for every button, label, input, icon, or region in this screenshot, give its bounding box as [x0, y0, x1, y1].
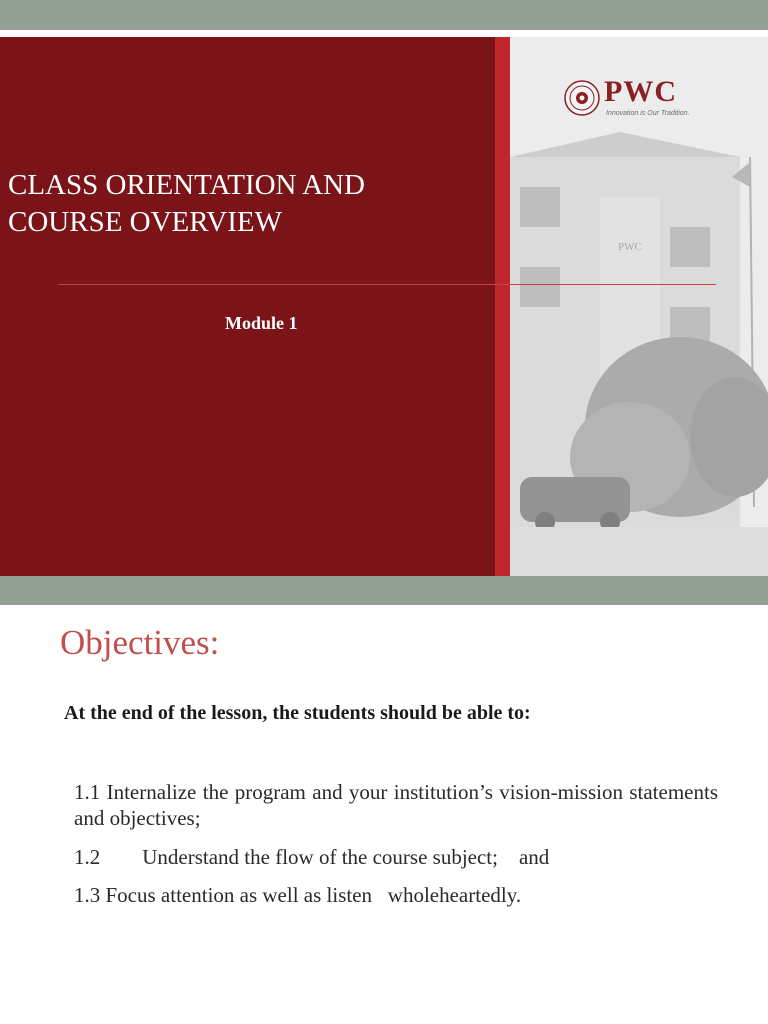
building-sign-text: PWC: [618, 241, 642, 253]
title-panel: [0, 37, 495, 576]
objectives-title: Objectives:: [60, 623, 220, 662]
accent-divider: [495, 37, 510, 576]
title-slide: [0, 37, 768, 576]
top-decorative-band: [0, 0, 768, 30]
top-separator: [0, 30, 768, 37]
slide-title: [8, 167, 478, 241]
module-label: Module 1: [225, 313, 298, 333]
objective-item-1: 1.1 Internalize the program and your institution’s vision-mission statements and objectives;: [74, 780, 718, 830]
logo-tagline: Innovation is Our Tradition.: [606, 110, 690, 117]
pwc-logo: [564, 77, 704, 121]
mid-decorative-band: [0, 576, 768, 605]
title-line-1: CLASS ORIENTATION AND: [8, 169, 365, 201]
pwc-seal-icon: [564, 80, 600, 116]
logo-text: PWC: [604, 75, 677, 108]
title-divider-line: [58, 284, 716, 285]
objectives-lead: At the end of the lesson, the students should be able to:: [64, 702, 531, 724]
objective-item-2: 1.2 Understand the flow of the course subject; and: [74, 845, 550, 869]
objective-item-3: 1.3 Focus attention as well as listen wholeheartedly.: [74, 883, 522, 907]
title-line-2: COURSE OVERVIEW: [8, 206, 282, 238]
